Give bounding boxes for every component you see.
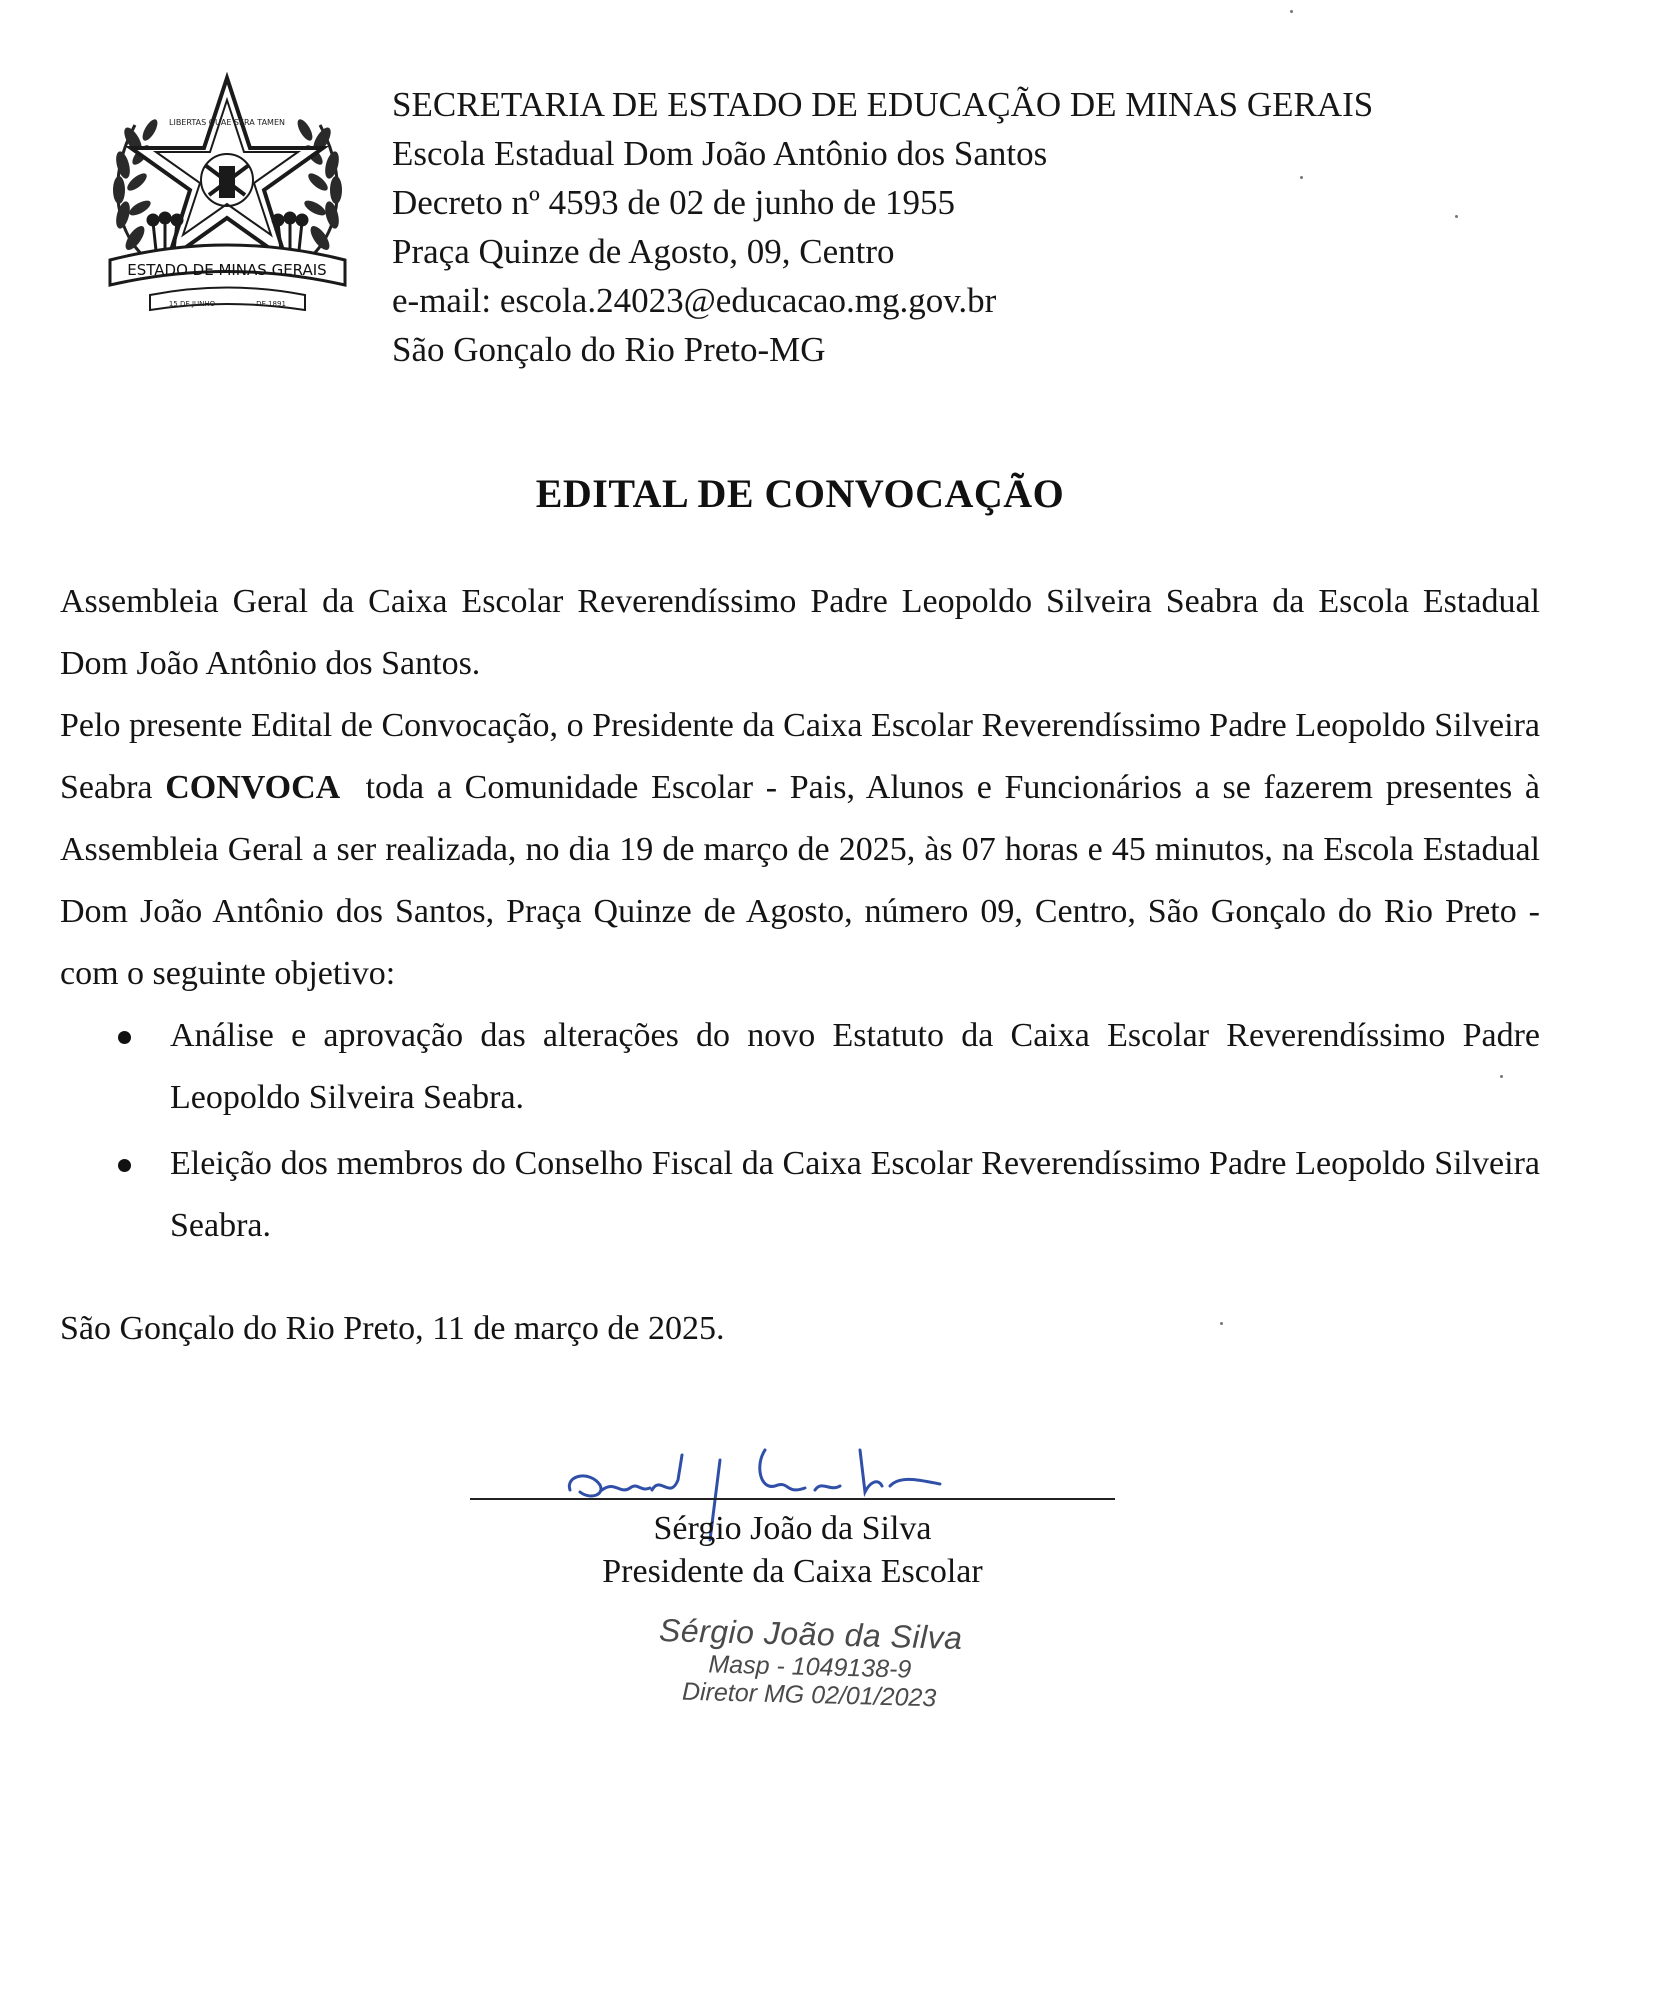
seal-motto: LIBERTAS QUAE SERA TAMEN [169, 118, 285, 127]
header-school-name: Escola Estadual Dom João Antônio dos Santos [392, 134, 1048, 173]
objective-text: Eleição dos membros do Conselho Fiscal da Caixa Escolar Reverendíssimo Padre Leopoldo Silveira Seabra. [170, 1145, 1540, 1244]
signature-line [470, 1498, 1115, 1500]
seal-date-right: DE 1891 [256, 300, 286, 308]
stamp-name: Sérgio João da Silva [658, 1612, 963, 1656]
intro-paragraph: Assembleia Geral da Caixa Escolar Reverendíssimo Padre Leopoldo Silveira Seabra da Escola Estadual Dom João Antônio dos Santos. [60, 583, 1540, 682]
place-and-date: São Gonçalo do Rio Preto, 11 de março de 2025. [60, 1310, 725, 1347]
seal-state-name: ESTADO DE MINAS GERAIS [127, 261, 327, 279]
header-email: e-mail: escola.24023@educacao.mg.gov.br [392, 281, 997, 320]
signer-role: Presidente da Caixa Escolar [602, 1553, 983, 1590]
scan-speck [1290, 10, 1293, 13]
convocation-paragraph [60, 695, 1540, 1005]
stamp-masp: Masp - 1049138-9 [708, 1650, 912, 1684]
objective-text: Análise e aprovação das alterações do novo Estatuto da Caixa Escolar Reverendíssimo Padre Leopoldo Silveira Seabra. [170, 1017, 1540, 1116]
header-city: São Gonçalo do Rio Preto-MG [392, 330, 826, 369]
header-decree: Decreto nº 4593 de 02 de junho de 1955 [392, 183, 955, 222]
seal-date-left: 15 DE JUNHO [168, 300, 216, 308]
scan-speck [1300, 176, 1303, 179]
scan-speck [1455, 215, 1458, 218]
stamp-role: Diretor MG 02/01/2023 [681, 1677, 937, 1713]
convocation-text-start: Pelo presente Edital de Convocação, o Presidente da Caixa Escolar Reverendíssimo Padre Leopoldo Silveira Seabra [60, 707, 1540, 806]
scan-speck [1220, 1322, 1223, 1325]
bullet-icon [118, 1031, 131, 1044]
list-item [60, 1005, 1540, 1129]
minas-gerais-coat-of-arms [95, 70, 360, 325]
director-stamp [629, 1610, 991, 1713]
objectives-list [60, 1005, 1540, 1257]
convoca-keyword: CONVOCA [165, 769, 341, 806]
header-secretariat: SECRETARIA DE ESTADO DE EDUCAÇÃO DE MINAS GERAIS [392, 85, 1374, 124]
scan-speck [1500, 1075, 1503, 1078]
document-body [60, 571, 1540, 1257]
bullet-icon [118, 1159, 131, 1172]
document-title: EDITAL DE CONVOCAÇÃO [535, 471, 1065, 516]
header-address: Praça Quinze de Agosto, 09, Centro [392, 232, 895, 271]
signer-name: Sérgio João da Silva [653, 1510, 932, 1547]
convocation-text-end: toda a Comunidade Escolar - Pais, Alunos e Funcionários a se fazerem presentes à Assembleia Geral a ser realizada, no dia 19 de março de 2025, às 07 horas e 45 minutos, na Escola Estadual Dom João Antônio dos Santos, Praça Quinze de Agosto, número 09, Centro, São Gonçalo do Rio Preto - com o seguinte objetivo: [60, 769, 1540, 992]
letterhead [392, 80, 1492, 374]
list-item [60, 1133, 1540, 1257]
